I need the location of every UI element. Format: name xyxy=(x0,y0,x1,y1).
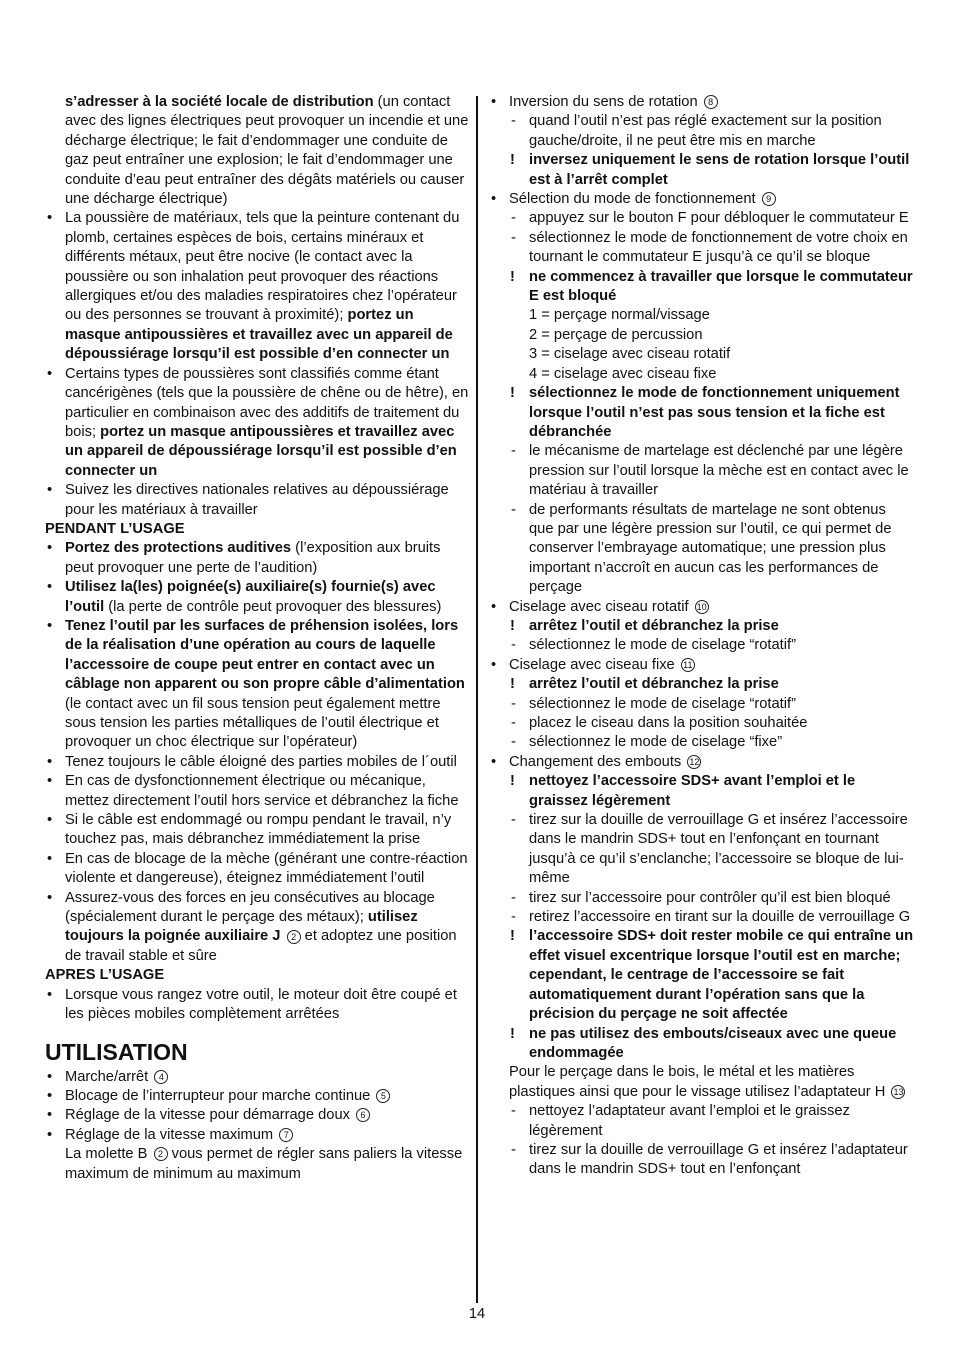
bullet-item xyxy=(45,1087,470,1106)
bold-text: portez un masque antipoussières et travaillez avec un appareil de dépoussiérage lorsqu’il est possible d’en connecter un xyxy=(65,307,453,363)
paragraph xyxy=(489,1063,914,1102)
subsection-heading: PENDANT L’USAGE xyxy=(45,520,185,537)
bullet-marker: • xyxy=(47,889,53,906)
dash-marker: - xyxy=(511,1141,516,1158)
bullet-marker: • xyxy=(47,540,53,557)
dash-marker: - xyxy=(511,715,516,731)
callout-number: 10 xyxy=(696,601,707,612)
text: sélectionnez le mode de ciselage “fixe” xyxy=(529,734,783,751)
dash-item xyxy=(489,733,914,752)
text: Ciselage avec ciseau rotatif xyxy=(509,598,693,615)
excl-marker: ! xyxy=(510,385,515,402)
bold-text: ne commencez à travailler que lorsque le commutateur E est bloqué xyxy=(529,268,913,305)
text: retirez l’accessoire en tirant sur la douille de verrouillage G xyxy=(529,909,911,926)
page-number: 14 xyxy=(468,1306,486,1322)
text: le mécanisme de martelage est déclenché par une légère pression sur l’outil lorsque la mèche est en contact avec le matériau à travailler xyxy=(529,443,909,499)
text: Certains types de poussières sont classifiés comme étant cancérigènes (tels que la poussière de chêne ou de hêtre), en particulier en combinaison avec des additifs de traitement du bois; xyxy=(65,365,469,440)
bullet-item xyxy=(489,93,914,112)
warning-item xyxy=(489,384,914,442)
text: Pour le perçage dans le bois, le métal et les matières plastiques ainsi que pour le vissage utilisez l’adaptateur H xyxy=(509,1064,890,1100)
excl-marker: ! xyxy=(510,617,515,634)
dash-marker: - xyxy=(511,443,516,460)
paragraph xyxy=(489,365,914,384)
bullet-item xyxy=(489,753,914,772)
text: Réglage de la vitesse pour démarrage doux xyxy=(65,1107,355,1124)
text: appuyez sur le bouton F pour débloquer le commutateur E xyxy=(529,210,909,227)
text: Lorsque vous rangez votre outil, le moteur doit être coupé et les pièces mobiles complètement arrêtées xyxy=(65,986,457,1023)
text: 3 = ciselage avec ciseau rotatif xyxy=(529,346,731,363)
bold-text: Utilisez la(les) poignée(s) auxiliaire(s) fournie(s) avec l’outil xyxy=(65,579,436,615)
bullet-item xyxy=(45,578,470,617)
excl-marker: ! xyxy=(510,928,515,945)
excl-marker: ! xyxy=(510,152,515,169)
bullet-marker: • xyxy=(47,1068,53,1085)
dash-item xyxy=(489,1141,914,1180)
text: En cas de dysfonctionnement électrique ou mécanique, mettez directement l’outil hors service et débranchez la fiche xyxy=(65,773,459,809)
text: Changement des embouts xyxy=(509,753,686,770)
bullet-item xyxy=(45,365,470,481)
bullet-item xyxy=(45,986,470,1025)
dash-marker: - xyxy=(511,1103,516,1120)
bullet-item xyxy=(45,811,470,850)
bullet-marker: • xyxy=(491,598,497,615)
dash-marker: - xyxy=(511,812,516,829)
text: vous permet de régler sans paliers la vitesse maximum de minimum au maximum xyxy=(65,1146,463,1182)
excl-marker: ! xyxy=(510,268,515,285)
text: La molette B xyxy=(65,1146,152,1163)
text: Tenez toujours le câble éloigné des parties mobiles de l´outil xyxy=(65,753,457,770)
right-column xyxy=(489,93,914,1180)
bullet-marker: • xyxy=(47,986,53,1003)
bullet-marker: • xyxy=(47,482,53,499)
text: (un contact avec des lignes électriques peut provoquer un incendie et une décharge électrique; le fait d’endommager une conduite de gaz peut entraîner une explosion; le fait d’endommager une conduite d’eau peut entraîner des dégâts matériels ou causer une décharge électrique) xyxy=(65,94,469,208)
paragraph xyxy=(45,93,470,209)
bullet-marker: • xyxy=(47,365,53,382)
text: et adoptez une position de travail stable et sûre xyxy=(65,928,457,964)
dash-marker: - xyxy=(511,210,516,227)
bullet-item xyxy=(489,598,914,617)
callout-number: 5 xyxy=(376,1089,390,1103)
bold-text: nettoyez l’accessoire SDS+ avant l’emploi et le graissez légèrement xyxy=(529,773,856,809)
excl-marker: ! xyxy=(510,1025,515,1042)
bullet-item xyxy=(45,1126,470,1145)
callout-number: 11 xyxy=(681,658,695,672)
text: Si le câble est endommagé ou rompu pendant le travail, n’y touchez pas, mais débranchez immédiatement la prise xyxy=(65,812,452,848)
bullet-item xyxy=(489,656,914,675)
text: 2 = perçage de percussion xyxy=(529,326,703,343)
text: 1 = perçage normal/vissage xyxy=(529,307,710,324)
bold-text: utilisez toujours la poignée auxiliaire J xyxy=(65,909,418,945)
dash-item xyxy=(489,501,914,598)
bullet-marker: • xyxy=(47,1087,53,1104)
bold-text: Portez des protections auditives xyxy=(65,540,292,557)
paragraph xyxy=(489,345,914,364)
bullet-marker: • xyxy=(47,812,53,829)
dash-item xyxy=(489,209,914,228)
dash-item xyxy=(489,112,914,151)
callout-number: 2 xyxy=(154,1147,168,1161)
callout-number: 6 xyxy=(356,1108,370,1122)
bullet-marker: • xyxy=(47,1107,53,1124)
warning-item xyxy=(489,151,914,190)
callout-number: 2 xyxy=(287,930,301,944)
bullet-item xyxy=(45,850,470,889)
text: tirez sur la douille de verrouillage G et insérez l’adaptateur dans le mandrin SDS+ tout en l’enfonçant xyxy=(529,1141,908,1178)
text: Suivez les directives nationales relatives au dépoussiérage pour les matériaux à travailler xyxy=(65,482,449,518)
text: En cas de blocage de la mèche (générant une contre-réaction violente et dangereuse), éteignez immédiatement l’outil xyxy=(65,850,468,887)
bullet-marker: • xyxy=(47,579,53,596)
dash-marker: - xyxy=(511,734,516,751)
bold-text: inversez uniquement le sens de rotation lorsque l’outil est à l’arrêt complet xyxy=(529,152,910,188)
dash-item xyxy=(489,908,914,927)
text: (l’exposition aux bruits peut provoquer une perte de l’audition) xyxy=(65,540,441,576)
bold-text: Tenez l’outil par les surfaces de préhension isolées, lors de la réalisation d’une opération au cours de laquelle l’accessoire de coupe peut entrer en contact avec un câblage non apparent ou son propre câble d’alimentation xyxy=(65,617,465,693)
callout-number: 4 xyxy=(154,1070,168,1084)
text: Ciselage avec ciseau fixe xyxy=(509,656,679,673)
warning-item xyxy=(489,1025,914,1064)
bullet-marker: • xyxy=(491,191,497,208)
bullet-item xyxy=(45,539,470,578)
bullet-item xyxy=(45,1106,470,1125)
bold-text: ne pas utilisez des embouts/ciseaux avec une queue endommagée xyxy=(529,1025,897,1061)
dash-item xyxy=(489,811,914,889)
dash-item xyxy=(489,442,914,500)
dash-item xyxy=(489,636,914,655)
bullet-item xyxy=(489,190,914,209)
dash-marker: - xyxy=(511,113,516,130)
text: Blocage de l’interrupteur pour marche continue xyxy=(65,1087,375,1104)
text: quand l’outil n’est pas réglé exactement sur la position gauche/droite, il ne peut être mis en marche xyxy=(529,113,882,149)
bullet-item xyxy=(45,1068,470,1087)
text: placez le ciseau dans la position souhaitée xyxy=(529,715,808,731)
text xyxy=(280,928,284,944)
bold-text: portez un masque antipoussières et travaillez avec un appareil de dépoussiérage lorsqu’il est possible d’en connecter un xyxy=(65,423,457,479)
dash-item xyxy=(489,229,914,268)
subsection-heading: APRES L’USAGE xyxy=(45,967,165,984)
bold-text: s’adresser à la société locale de distribution xyxy=(65,94,374,110)
dash-item xyxy=(489,714,914,733)
bullet-marker: • xyxy=(491,656,497,673)
callout-number: 7 xyxy=(279,1128,293,1142)
excl-marker: ! xyxy=(510,773,515,790)
warning-item xyxy=(489,772,914,811)
bullet-item xyxy=(45,889,470,967)
dash-marker: - xyxy=(511,909,516,926)
text: Réglage de la vitesse maximum xyxy=(65,1126,278,1143)
callout-number: 8 xyxy=(704,95,718,109)
bullet-item xyxy=(45,753,470,772)
bold-text: sélectionnez le mode de fonctionnement uniquement lorsque l’outil n’est pas sous tension et la fiche est débranchée xyxy=(529,385,900,440)
dash-item xyxy=(489,695,914,714)
bullet-item xyxy=(45,209,470,364)
bold-text: arrêtez l’outil et débranchez la prise xyxy=(529,617,779,634)
text: sélectionnez le mode de fonctionnement de votre choix en tournant le commutateur E jusqu’à ce qu’il se bloque xyxy=(529,229,908,266)
dash-marker: - xyxy=(511,637,516,654)
dash-marker: - xyxy=(511,501,516,518)
bullet-marker: • xyxy=(491,753,497,770)
warning-item xyxy=(489,268,914,307)
text: de performants résultats de martelage ne sont obtenus que par une légère pression sur l’outil, ce qui permet de conserver l’embrayage automatique; une pression plus important n’accroît en aucun cas les performances de perçage xyxy=(529,501,892,596)
text: (la perte de contrôle peut provoquer des blessures) xyxy=(104,598,442,615)
warning-item xyxy=(489,617,914,636)
paragraph xyxy=(45,1145,470,1184)
dash-marker: - xyxy=(511,889,516,906)
bullet-marker: • xyxy=(47,1126,53,1143)
bullet-item xyxy=(45,481,470,520)
text: La poussière de matériaux, tels que la peinture contenant du plomb, certaines espèces de bois, certains minéraux et différents métaux, peut être nocive (le contact avec la poussière ou son inhalation peut provoquer des réactions allergiques et/ou des maladies respiratoires chez l’opérateur ou des personnes se trouvant à proximité); xyxy=(65,210,460,324)
paragraph xyxy=(489,326,914,345)
text: Sélection du mode de fonctionnement xyxy=(509,191,760,208)
bullet-marker: • xyxy=(491,94,497,110)
text: Inversion du sens de rotation xyxy=(509,94,702,110)
excl-marker: ! xyxy=(510,676,515,693)
bullet-item xyxy=(45,617,470,753)
dash-marker: - xyxy=(511,695,516,712)
warning-item xyxy=(489,675,914,694)
text: tirez sur la douille de verrouillage G et insérez l’accessoire dans le mandrin SDS+ tout en l’enfonçant en tournant jusqu’à ce qu’il s’enclanche; l’accessoire se bloque de lui-même xyxy=(529,812,908,887)
text: sélectionnez le mode de ciselage “rotatif” xyxy=(529,695,796,712)
dash-item xyxy=(489,1102,914,1141)
bullet-marker: • xyxy=(47,617,53,634)
column-divider xyxy=(476,96,478,1303)
text: Assurez-vous des forces en jeu consécutives au blocage (spécialement durant le perçage des métaux); xyxy=(65,889,435,926)
bullet-marker: • xyxy=(47,773,53,790)
bold-text: l’accessoire SDS+ doit rester mobile ce qui entraîne un effet visuel excentrique lorsque l’outil est en marche; cependant, le centrage de l’accessoire se fait automatiquement durant l’opération sans que la précision du perçage ne soit affectée xyxy=(529,928,914,1023)
text: (le contact avec un fil sous tension peut également mettre sous tension les parties métalliques de l’outil électrique et provoquer un choc électrique sur l’opérateur) xyxy=(65,695,441,751)
text: tirez sur l’accessoire pour contrôler qu’il est bien bloqué xyxy=(529,889,891,906)
dash-item xyxy=(489,889,914,908)
left-column xyxy=(45,93,470,1184)
bullet-item xyxy=(45,772,470,811)
text: sélectionnez le mode de ciselage “rotatif” xyxy=(529,637,796,654)
paragraph xyxy=(489,306,914,325)
text: Marche/arrêt xyxy=(65,1068,153,1085)
text: nettoyez l’adaptateur avant l’emploi et le graissez légèrement xyxy=(529,1103,850,1139)
bullet-marker: • xyxy=(47,850,53,867)
warning-item xyxy=(489,927,914,1024)
bold-text: arrêtez l’outil et débranchez la prise xyxy=(529,676,779,693)
text: 4 = ciselage avec ciseau fixe xyxy=(529,365,717,382)
callout-number: 13 xyxy=(893,1086,904,1097)
bullet-marker: • xyxy=(47,210,53,227)
dash-marker: - xyxy=(511,229,516,246)
section-heading: UTILISATION xyxy=(45,1038,188,1065)
callout-number: 9 xyxy=(762,192,776,206)
bullet-marker: • xyxy=(47,753,53,770)
callout-number: 12 xyxy=(689,756,700,767)
